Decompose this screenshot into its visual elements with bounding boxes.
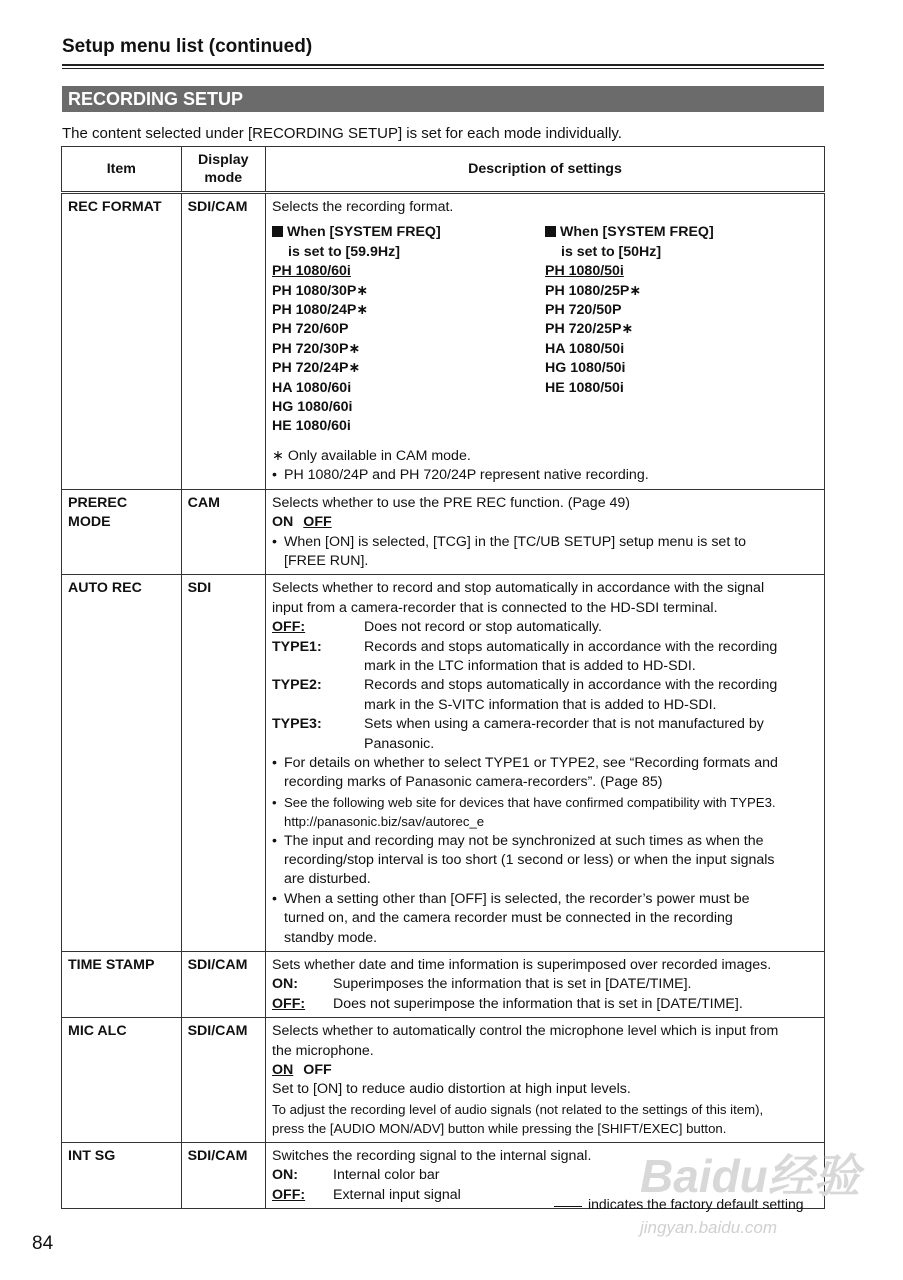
row-mode: CAM xyxy=(181,489,265,575)
row-description: Selects the recording format. When [SYSTEM FREQ] is set to [59.9Hz] PH 1080/60i PH 1080/30P∗ PH 1080/24P∗ PH 720/60P PH 720/30P∗ PH 720/24P∗ HA 1080/60i HG 1080/60i HE 1080/60i When [SYSTEM FREQ] is set to [50Hz] PH 1080/50i PH 1080/25P∗ PH 720/50P PH 720/25P∗ HA 1080/50i HG 1080/50i HE 1080/50i ∗ Only available in CAM mode. • PH 1080/24P and PH 720/24P represent native recording. xyxy=(266,193,825,490)
square-bullet-icon xyxy=(272,226,283,237)
row-item: INT SG xyxy=(62,1142,182,1208)
row-mode: SDI/CAM xyxy=(181,1018,265,1142)
autorec-url[interactable]: http://panasonic.biz/sav/autorec_e xyxy=(284,814,485,830)
default-format: PH 1080/60i xyxy=(272,263,351,280)
row-item: REC FORMAT xyxy=(62,193,182,490)
default-option: OFF xyxy=(303,514,332,531)
page-title: Setup menu list (continued) xyxy=(62,36,313,57)
default-option: OFF: xyxy=(272,1186,306,1203)
row-description: Sets whether date and time information is superimposed over recorded images. ON: Superimposes the information that is set in [DATE/TIME]. OFF: Does not superimpose the information that is set in [DATE/TIME]. xyxy=(266,952,825,1018)
table-row xyxy=(62,1018,825,1142)
default-option: OFF: xyxy=(272,619,306,636)
row-item: MIC ALC xyxy=(62,1018,182,1142)
page-number: 84 xyxy=(32,1233,54,1254)
row-description: Selects whether to automatically control the microphone level which is input from the microphone. ON OFF Set to [ON] to reduce audio distortion at high input levels. To adjust the recording level of audio signals (not related to the settings of this item), press the [AUDIO MON/ADV] button while pressing the [SHIFT/EXEC] button. xyxy=(266,1018,825,1142)
default-option: ON xyxy=(272,1062,294,1079)
row-item: AUTO REC xyxy=(62,575,182,952)
default-option: OFF: xyxy=(272,995,306,1012)
default-legend: indicates the factory default setting xyxy=(554,1196,804,1212)
row-mode: SDI/CAM xyxy=(181,1142,265,1208)
row-description: Selects whether to record and stop automatically in accordance with the signal input from a camera-recorder that is connected to the HD-SDI terminal. OFF: Does not record or stop automatically. TYPE1: Records and stops automatically in accordance with the recording mark in the LTC information that is added to HD-SDI. TYPE2: Records and stops automatically in accordance with the recording mark in the S-VITC information that is added to HD-SDI. TYPE3: Sets when using a camera-recorder that is not manufactured by Panasonic. • For details on whether to select TYPE1 or TYPE2, see “Recording formats and recording marks of Panasonic camera-recorders”. (Page 85) • See the following web site for devices that have confirmed compatibility with TYPE3. http://panasonic.biz/sav/autorec_e • The input and recording may not be synchronized at such times as when the recording/stop interval is too short (1 second or less) or when the input signals are disturbed. • When a setting other than [OFF] is selected, the recorder’s power must be turned on, and the camera recorder must be connected in the recording standby mode. xyxy=(266,575,825,952)
header-description: Description of settings xyxy=(266,147,825,193)
watermark-logo: Baidu经验 xyxy=(640,1150,860,1202)
table-row xyxy=(62,193,825,490)
freq-59-column: When [SYSTEM FREQ] is set to [59.9Hz] PH 1080/60i PH 1080/30P∗ PH 1080/24P∗ PH 720/60P PH 720/30P∗ PH 720/24P∗ HA 1080/60i HG 1080/60i HE 1080/60i xyxy=(272,223,545,436)
header-display-mode: Display mode xyxy=(181,147,265,193)
row-item: PREREC MODE xyxy=(62,489,182,575)
title-rule-thick xyxy=(62,64,824,66)
section-intro: The content selected under [RECORDING SETUP] is set for each mode individually. xyxy=(62,125,622,142)
section-title: RECORDING SETUP xyxy=(62,86,824,112)
watermark-url: jingyan.baidu.com xyxy=(640,1218,778,1237)
table-row xyxy=(62,489,825,575)
table-row xyxy=(62,575,825,952)
underline-sample-icon xyxy=(554,1206,582,1207)
row-mode: SDI/CAM xyxy=(181,193,265,490)
header-item: Item xyxy=(62,147,182,193)
row-description: Selects whether to use the PRE REC function. (Page 49) ON OFF • When [ON] is selected, [TCG] in the [TC/UB SETUP] setup menu is set to [FREE RUN]. xyxy=(266,489,825,575)
row-mode: SDI xyxy=(181,575,265,952)
table-row xyxy=(62,952,825,1018)
settings-table xyxy=(61,146,825,1209)
square-bullet-icon xyxy=(545,226,556,237)
title-rule-thin xyxy=(62,68,824,69)
freq-50-column: When [SYSTEM FREQ] is set to [50Hz] PH 1080/50i PH 1080/25P∗ PH 720/50P PH 720/25P∗ HA 1080/50i HG 1080/50i HE 1080/50i xyxy=(545,223,818,436)
row-description: Switches the recording signal to the internal signal. ON: Internal color bar OFF: External input signal xyxy=(266,1142,825,1208)
default-format: PH 1080/50i xyxy=(545,263,624,280)
table-header-row xyxy=(62,147,825,193)
row-mode: SDI/CAM xyxy=(181,952,265,1018)
row-item: TIME STAMP xyxy=(62,952,182,1018)
